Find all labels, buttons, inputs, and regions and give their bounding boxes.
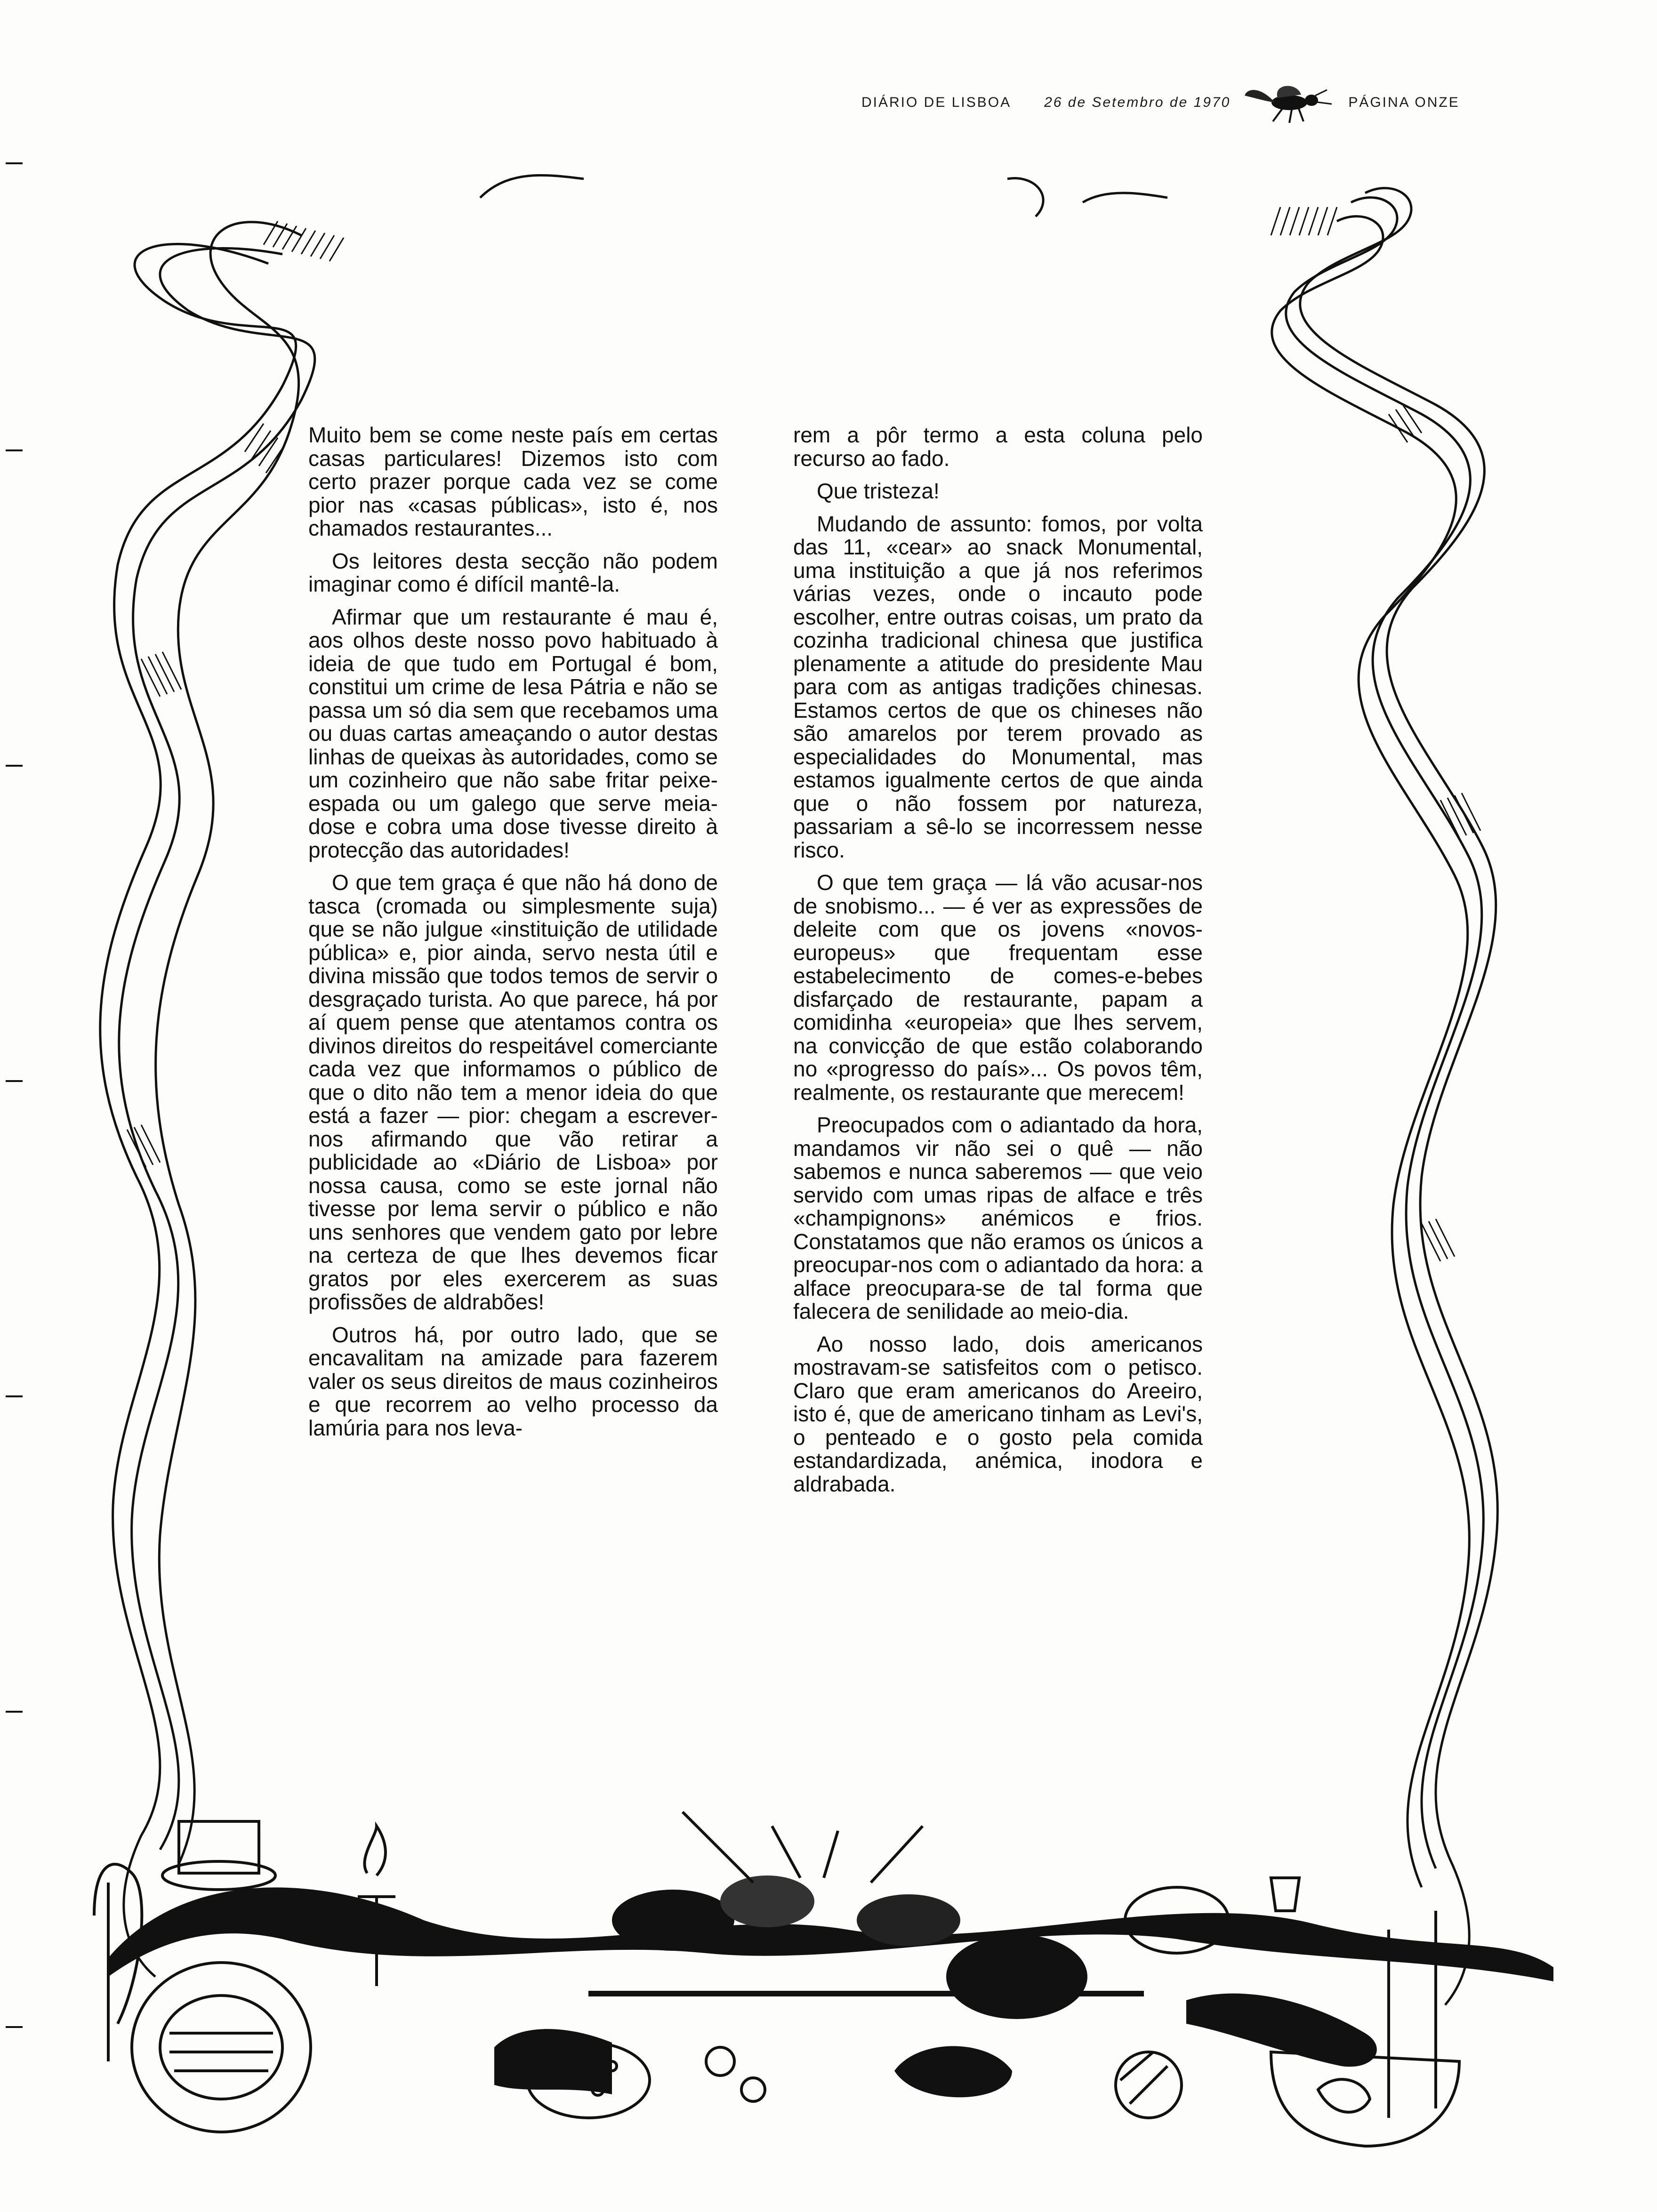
newspaper-name: DIÁRIO DE LISBOA bbox=[861, 95, 1012, 110]
article-column-left bbox=[308, 424, 718, 1449]
paragraph: Ao nosso lado, dois americanos mostravam-se satisfeitos com o petisco. Claro que eram americanos do Areeiro, isto é, que de americano tinham as Levi's, o penteado e o gosto pela comida estandardizada, anémica, inodora e aldrabada. bbox=[793, 1331, 1203, 1496]
paragraph: Os leitores desta secção não podem imaginar como é difícil mantê-la. bbox=[308, 548, 718, 596]
paragraph: Mudando de assunto: fomos, por volta das 11, «cear» ao snack Monumental, uma instituição a que já nos referimos várias vezes, onde o incauto pode escolher, entre outras coisas, um prato da cozinha tradicional chinesa que justifica plenamente a atitude do presidente Mau para com as antigas tradições chinesas. Estamos certos de que os chineses não são amarelos por terem provado as especialidades do Monumental, mas estamos igualmente certos de que ainda que o não fossem por natureza, passariam a sê-lo se incorressem nesse risco. bbox=[793, 511, 1203, 862]
paragraph: Que tristeza! bbox=[817, 479, 940, 503]
paragraph: rem a pôr termo a esta coluna pelo recurso ao fado. bbox=[793, 423, 1203, 471]
paragraph: Preocupados com o adiantado da hora, mandamos vir não sei o quê — não sabemos e nunca saberemos — que veio servido com umas ripas de alface e três «champignons» anémicos e frios. Constatamos que não eramos os únicos a preocupar-nos com o adiantado da hora: a alface preocupara-se de tal forma que falecera de senilidade ao meio-dia. bbox=[793, 1113, 1203, 1323]
page-number: PÁGINA ONZE bbox=[1348, 95, 1460, 110]
paragraph: O que tem graça — lá vão acusar-nos de snobismo... — é ver as expressões de deleite com que os jovens «novos-europeus» que frequentam esse estabelecimento de comes-e-bebes disfarçado de restaurante, papam a comidinha «europeia» que lhes servem, na convicção de que estão colaborando no «progresso do país»... Os povos têm, realmente, os restaurante que merecem! bbox=[793, 870, 1203, 1105]
paragraph: Outros há, por outro lado, que se encavalitam na amizade para fazerem valer os seus direitos de maus cozinheiros e que recorrem ao velho processo da lamúria para nos leva- bbox=[308, 1322, 718, 1440]
article-column-right bbox=[793, 424, 1203, 1505]
paragraph: Afirmar que um restaurante é mau é, aos olhos deste nosso povo habituado à ideia de que tudo em Portugal é bom, constitui um crime de lesa Pátria e não se passa um só dia sem que recebamos uma ou duas cartas ameaçando o autor destas linhas de queixas às autoridades, como se um cozinheiro que não sabe fritar peixe-espada ou um galego que serve meia-dose e cobra uma dose tivesse direito à protecção das autoridades! bbox=[308, 604, 718, 862]
paragraph: Muito bem se come neste país em certas casas particulares! Dizemos isto com certo prazer porque cada vez se come pior nas «casas públicas», isto é, nos chamados restaurantes... bbox=[308, 423, 718, 540]
issue-date: 26 de Setembro de 1970 bbox=[1044, 95, 1231, 110]
paragraph: O que tem graça é que não há dono de tasca (cromada ou simplesmente suja) que se não julgue «instituição de utilidade pública» e, pior ainda, servo nesta útil e divina missão que todos temos de servir o desgraçado turista. Ao que parece, há por aí quem pense que atentamos contra os divinos direitos do respeitável comerciante cada vez que informamos o público de que o dito não tem a menor ideia do que está a fazer — pior: chegam a escrever-nos afirmando que vão retirar a publicidade ao «Diário de Lisboa» por nossa causa, como se este jornal não tivesse por lema servir o público e não uns senhores que vendem gato por lebre na certeza de que lhes devemos ficar gratos por eles exercerem as suas profissões de aldrabões! bbox=[308, 870, 718, 1314]
